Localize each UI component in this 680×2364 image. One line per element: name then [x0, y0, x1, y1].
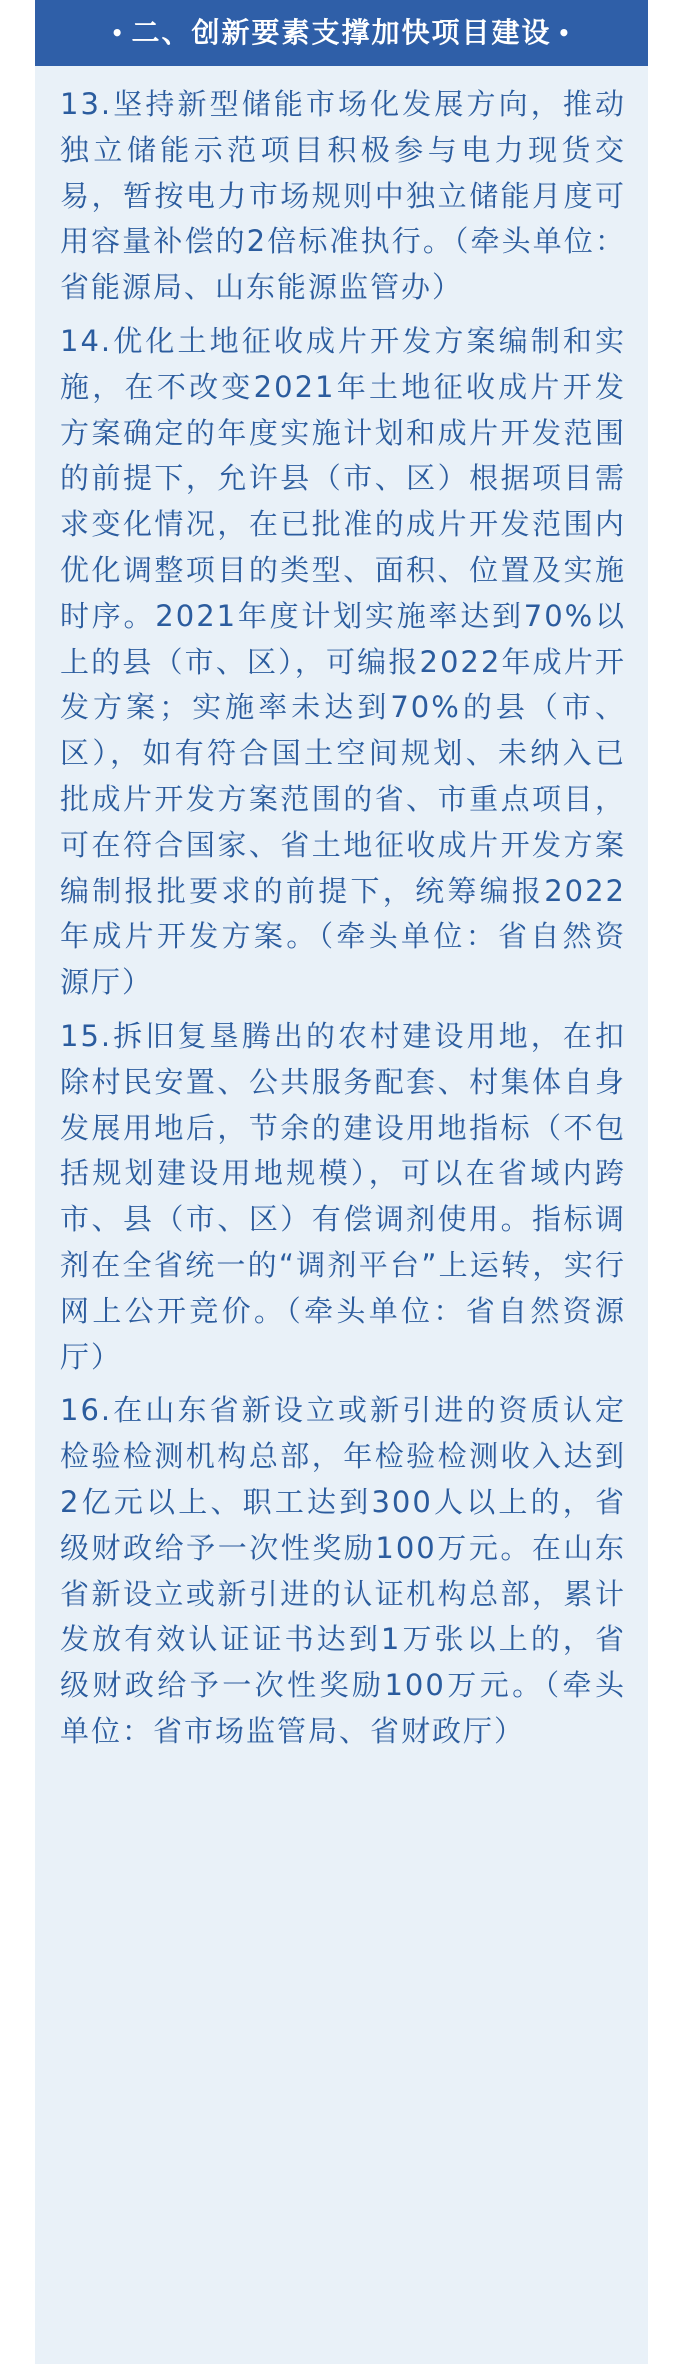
- bullet-left-icon: •: [110, 21, 126, 45]
- policy-item-13: 13.坚持新型储能市场化发展方向，推动独立储能示范项目积极参与电力现货交易，暂按电力市场规则中独立储能月度可用容量补偿的2倍标准执行。（牵头单位：省能源局、山东能源监管办）: [60, 87, 626, 305]
- policy-item-15: 15.拆旧复垦腾出的农村建设用地，在扣除村民安置、公共服务配套、村集体自身发展用地后，节余的建设用地指标（不包括规划建设用地规模），可以在省域内跨市、县（市、区）有偿调剂使用。指标调剂在全省统一的“调剂平台”上运转，实行网上公开竞价。（牵头单位：省自然资源厅）: [60, 1018, 626, 1374]
- policy-item-16: 16.在山东省新设立或新引进的资质认定检验检测机构总部，年检验检测收入达到2亿元以上、职工达到300人以上的，省级财政给予一次性奖励100万元。在山东省新设立或新引进的认证机构总部，累计发放有效认证证书达到1万张以上的，省级财政给予一次性奖励100万元。（牵头单位：省市场监管局、省财政厅）: [60, 1393, 626, 1748]
- bullet-right-icon: •: [557, 21, 573, 45]
- policy-item-14: 14.优化土地征收成片开发方案编制和实施，在不改变2021年土地征收成片开发方案确定的年度实施计划和成片开发范围的前提下，允许县（市、区）根据项目需求变化情况，在已批准的成片开发范围内优化调整项目的类型、面积、位置及实施时序。2021年度计划实施率达到70%以上的县（市、区），可编报2022年成片开发方案；实施率未达到70%的县（市、区），如有符合国土空间规划、未纳入已批成片开发方案范围的省、市重点项目，可在符合国家、省土地征收成片开发方案编制报批要求的前提下，统筹编报2022年成片开发方案。（牵头单位：省自然资源厅）: [60, 323, 626, 1000]
- section-title: 二、创新要素支撑加快项目建设: [131, 16, 552, 49]
- section-header: [35, 0, 648, 66]
- policy-list: [60, 82, 626, 1763]
